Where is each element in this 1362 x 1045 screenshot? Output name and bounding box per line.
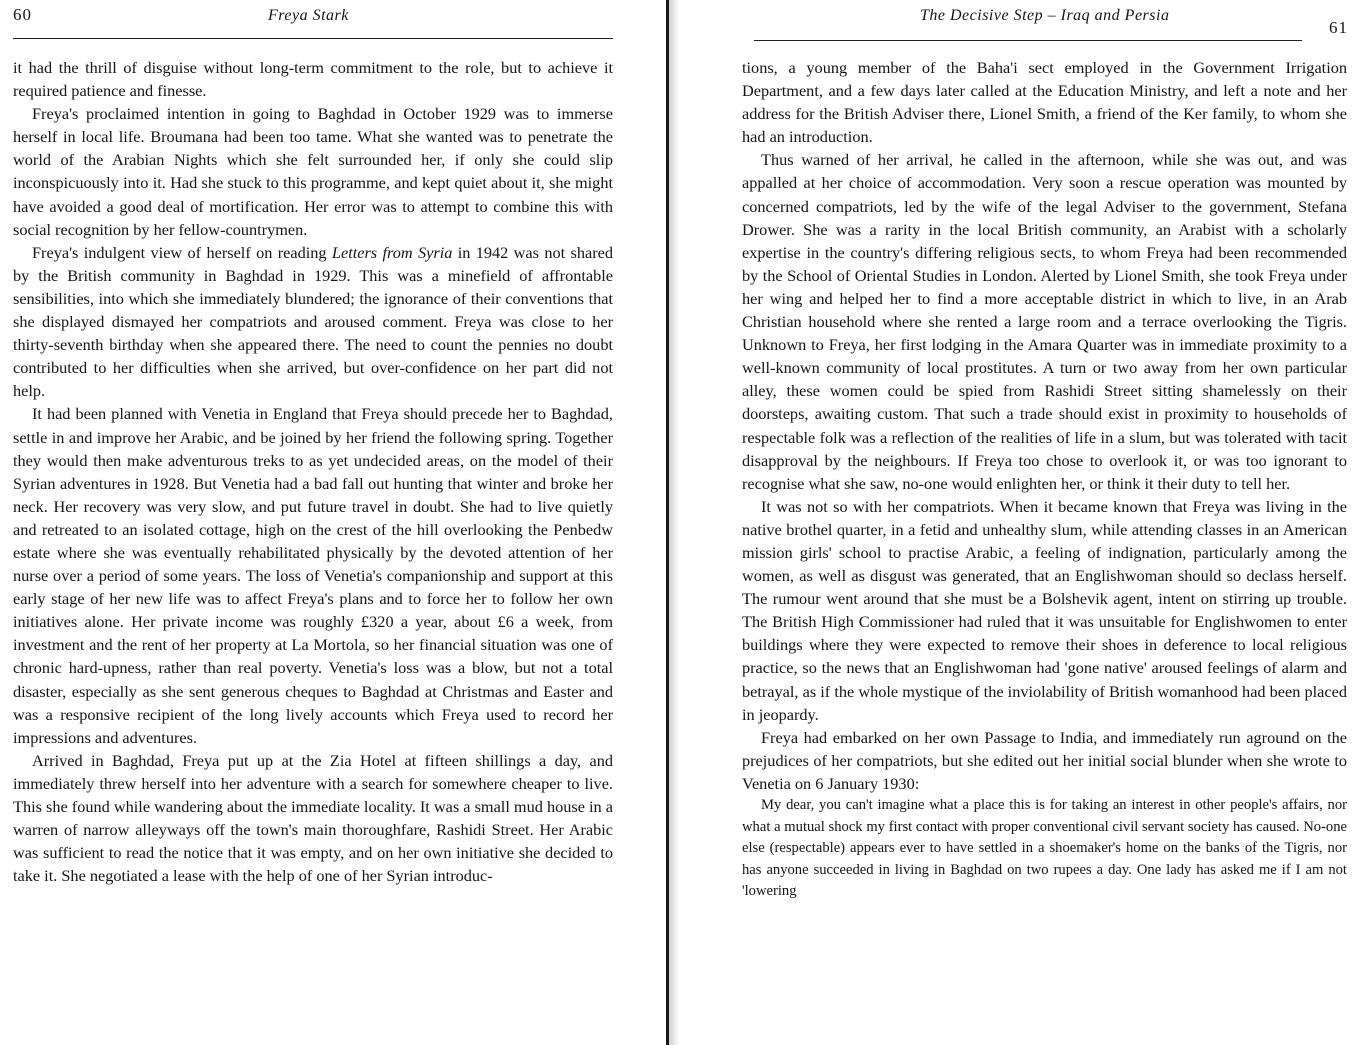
paragraph: it had the thrill of disguise without long-term commitment to the role, but to achieve it required patience and finesse. (13, 58, 613, 101)
left-body-text (13, 56, 613, 887)
right-body-text (742, 56, 1347, 903)
paragraph: Arrived in Baghdad, Freya put up at the Zia Hotel at fifteen shillings a day, and immediately threw herself into her adventure with a search for somewhere cheaper to live. This she found while wandering about the immediate locality. It was a small mud house in a warren of narrow alleyways off the town's main thoroughfare, Rashidi Street. Her Arabic was sufficient to read the notice that it was empty, and on her own initiative she decided to take it. She negotiated a lease with the help of one of her Syrian introduc- (13, 750, 613, 886)
left-page-number: 60 (13, 5, 32, 24)
right-page (680, 0, 1362, 1045)
left-running-head: Freya Stark (268, 7, 349, 24)
paragraph (13, 241, 613, 403)
left-header-rule (13, 38, 613, 39)
paragraph: tions, a young member of the Baha'i sect employed in the Government Irrigation Department, and a few days later called at the Education Ministry, and left a note and her address for the British Adviser there, Lionel Smith, a friend of the Ker family, to whom she had an introduction. (742, 58, 1347, 147)
gutter-shadow (669, 0, 679, 1045)
right-page-number: 61 (1329, 18, 1348, 37)
paragraph: It had been planned with Venetia in England that Freya should precede her to Baghdad, settle in and improve her Arabic, and be joined by her friend the following spring. Together they would then make adventurous treks to as yet undecided areas, on the model of their Syrian adventures in 1928. But Venetia had a bad fall out hunting that winter and broke her neck. Her recovery was very slow, and put future travel in doubt. She had to live quietly and retreated to an isolated cottage, high on the crest of the hill overlooking the Penbedw estate where she was eventually rehabilitated physically by the devoted attention of her nurse over a period of some years. The loss of Venetia's companionship and support at this early stage of her new life was to affect Freya's plans and to force her to follow her own initiatives alone. Her private income was roughly £320 a year, about £6 a week, from investment and the rent of her property at La Mortola, so her financial situation was one of chronic hard-upness, rather than real poverty. Venetia's loss was a blow, but not a total disaster, especially as she sent generous cheques to Baghdad at Christmas and Easter and was a responsive recipient of the long lively accounts which Freya used to record her impressions and adventures. (13, 404, 613, 747)
block-quote: My dear, you can't imagine what a place this is for taking an interest in other people's affairs, nor what a mutual shock my first contact with proper conventional civil servant society has caused. No-one else (respectable) appears ever to have settled in a shoemaker's home on the banks of the Tigris, nor has anyone succeeded in living in Baghdad on two rupees a day. One lady has asked me if I am not 'lowering (742, 797, 1347, 899)
paragraph: Thus warned of her arrival, he called in the afternoon, while she was out, and was appalled at her choice of accommodation. Very soon a rescue operation was mounted by concerned compatriots, led by the wife of the legal Adviser to the government, Stefana Drower. She was a rarity in the local British community, an Arabist with a scholarly expertise in the country's differing religious sects, to whom Freya had been recommended by the School of Oriental Studies in London. Alerted by Lionel Smith, she took Freya under her wing and helped her to find a more acceptable district in which to live, in an Arab Christian household where she rented a large room and a terrace overlooking the Tigris. Unknown to Freya, her first lodging in the Amara Quarter was in immediate proximity to a well-known community of local prostitutes. A turn or two away from her own particular alley, these women could be spied from Rashidi Street sitting shamelessly on their doorsteps, awaiting custom. That such a trade should exist in proximity to households of respectable folk was a reflection of the realities of life in a slum, but was tolerated with tacit disapproval by the neighbours. If Freya too chose to overlook it, or was too ignorant to recognise what she saw, no-one would enlighten her, or think it their duty to tell her. (742, 150, 1347, 493)
paragraph: It was not so with her compatriots. When it became known that Freya was living in the native brothel quarter, in a fetid and unhealthy slum, while attending classes in an American mission girls' school to practise Arabic, a feeling of indignation, particularly among the women, as well as disgust was generated, that an Englishwoman should so declass herself. The rumour went around that she must be a Bolshevik agent, intent on stirring up trouble. The British High Commissioner had ruled that it was unsuitable for Englishwomen to enter buildings where they were expected to remove their shoes in deference to local religious practice, so the news that an Englishwoman had 'gone native' aroused feelings of alarm and betrayal, as if the whole mystique of the inviolability of British womanhood had been placed in jeopardy. (742, 496, 1347, 724)
book-title: Letters from Syria (331, 242, 453, 262)
paragraph-text: in 1942 was not shared by the British community in Baghdad in 1929. This was a minefield of affrontable sensibilities, into which she immediately blundered; the ignorance of their conventions that she displayed dismayed her compatriots and aroused comment. Freya was close to her thirty-seventh birthday when she appeared there. The need to count the pennies no doubt contributed to her difficulties when she arrived, but over-confidence on her part did not help. (13, 242, 613, 401)
paragraph: Freya's proclaimed intention in going to Baghdad in October 1929 was to immerse herself in local life. Broumana had been too tame. What she wanted was to penetrate the world of the Arabian Nights which she felt surrounded her, if only she could slip inconspicuously into it. Had she stuck to this programme, and kept quiet about it, she might have avoided a good deal of mortification. Her error was to attempt to combine this with social recognition by her fellow-countrymen. (13, 104, 613, 239)
right-header-rule (754, 40, 1302, 41)
left-page (0, 0, 668, 1045)
paragraph-text: Freya's indulgent view of herself on reading (32, 242, 332, 262)
paragraph: Freya had embarked on her own Passage to India, and immediately run aground on the prejudices of her compatriots, but she edited out her initial social blunder when she wrote to Venetia on 6 January 1930: (742, 727, 1347, 793)
right-running-head: The Decisive Step – Iraq and Persia (920, 7, 1170, 24)
